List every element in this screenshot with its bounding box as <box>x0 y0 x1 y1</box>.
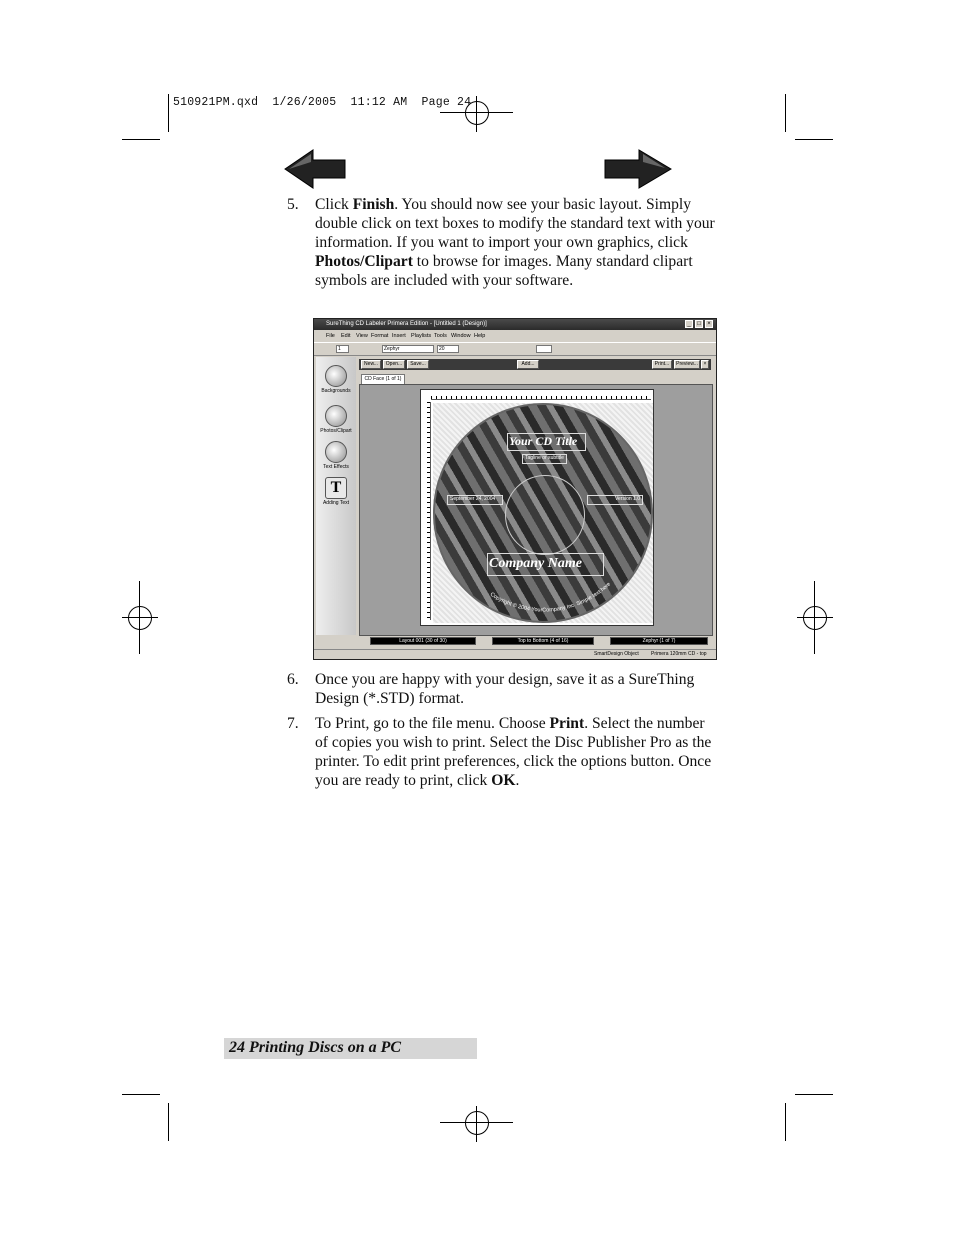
print-button[interactable]: Print... <box>652 360 672 369</box>
left-panel <box>316 357 356 635</box>
menu-help[interactable]: Help <box>474 333 486 339</box>
menu-format[interactable]: Format <box>371 333 389 339</box>
size-select[interactable]: 20 <box>437 345 459 353</box>
toolbar <box>314 342 716 356</box>
add-button[interactable]: Add... <box>517 360 539 369</box>
disc-subtitle[interactable]: Tagline or subtitle <box>522 454 567 464</box>
crop-mark <box>795 1094 833 1095</box>
cd-disc[interactable] <box>433 403 653 623</box>
tab-cd-face[interactable]: CD Face (1 of 1) <box>361 374 405 385</box>
maximize-icon[interactable]: □ <box>695 320 703 328</box>
disc-version[interactable]: Version 1.0 <box>587 495 643 505</box>
crop-mark <box>168 94 169 132</box>
close-panel-icon[interactable]: × <box>701 360 709 369</box>
menu-file[interactable]: File <box>326 333 335 339</box>
bottom-bar <box>314 635 716 647</box>
status-media: Primera 120mm CD - top <box>651 651 707 657</box>
window-title: SureThing CD Labeler Primera Edition - [Untitled 1 (Design)] <box>326 321 487 327</box>
menu-window[interactable]: Window <box>451 333 471 339</box>
layout-selector[interactable]: Layout 001 (30 of 30) <box>370 637 476 645</box>
preview-button[interactable]: Preview... <box>674 360 700 369</box>
menu-edit[interactable]: Edit <box>341 333 351 339</box>
step-number: 6. <box>287 671 299 688</box>
step-text: To Print, go to the file menu. Choose Print. Select the number of copies you wish to print. Select the Disc Publisher Pro as the printer. To edit print preferences, click the options button. Once you are ready to print, click OK. <box>315 715 712 789</box>
disc-copyright-arc <box>435 405 655 625</box>
forward-arrow-icon[interactable] <box>603 148 673 190</box>
crop-mark <box>122 1094 160 1095</box>
disc-title[interactable]: Your CD Title <box>507 433 586 451</box>
horizontal-ruler <box>431 393 651 400</box>
nav-bar <box>359 359 711 370</box>
photos-clipart-icon <box>325 405 347 427</box>
crop-mark <box>785 94 786 132</box>
label-page <box>420 389 654 626</box>
status-object: SmartDesign Object <box>594 651 639 657</box>
theme-selector[interactable]: Zephyr (1 of 7) <box>610 637 708 645</box>
surething-screenshot <box>313 318 717 660</box>
vertical-ruler <box>424 402 431 620</box>
open-button[interactable]: Open... <box>383 360 405 369</box>
adding-text-button[interactable]: T Adding Text <box>322 479 350 506</box>
slug-line: 510921PM.qxd 1/26/2005 11:12 AM Page 24 <box>173 96 472 109</box>
svg-text:Copyright © 2004 YourCompany I: Copyright © 2004 YourCompany Inc. Simple text here <box>488 581 613 614</box>
zoom-select[interactable]: 1 <box>336 345 349 353</box>
page-footer <box>224 1038 477 1059</box>
photos-clipart-button[interactable]: Photos/Clipart <box>316 405 356 434</box>
order-selector[interactable]: Top to Bottom (4 of 16) <box>492 637 594 645</box>
menu-tools[interactable]: Tools <box>434 333 447 339</box>
step-number: 5. <box>287 196 299 213</box>
adding-text-icon: T <box>325 477 347 499</box>
close-icon[interactable]: × <box>705 320 713 328</box>
font-select[interactable]: Zephyr <box>382 345 434 353</box>
disc-date[interactable]: September 24, 2004 <box>447 495 503 505</box>
footer-text: 24 Printing Discs on a PC <box>229 1039 402 1056</box>
step-5 <box>287 195 717 290</box>
step-number: 7. <box>287 715 299 732</box>
step-6 <box>287 670 717 708</box>
text-effects-button[interactable]: Text Effects <box>316 441 356 470</box>
step-7 <box>287 714 717 790</box>
status-bar <box>314 649 716 659</box>
menu-insert[interactable]: Insert <box>392 333 406 339</box>
crop-mark <box>795 139 833 140</box>
window-titlebar <box>314 319 716 330</box>
step-text: Click Finish. You should now see your basic layout. Simply double click on text boxes to modify the standard text with your information. If you want to import your own graphics, click Photos/Clipart to browse for images. Many standard clipart symbols are included with your software. <box>315 196 715 289</box>
new-button[interactable]: New... <box>361 360 381 369</box>
menu-playlists[interactable]: Playlists <box>411 333 432 339</box>
backgrounds-icon <box>325 365 347 387</box>
disc-company[interactable]: Company Name <box>487 553 604 576</box>
text-effects-icon <box>325 441 347 463</box>
disc-area <box>433 403 653 623</box>
back-arrow-icon[interactable] <box>283 148 347 190</box>
crop-mark <box>122 139 160 140</box>
menu-bar <box>314 331 716 340</box>
menu-view[interactable]: View <box>356 333 368 339</box>
design-canvas <box>359 384 713 636</box>
color-select[interactable] <box>536 345 552 353</box>
save-button[interactable]: Save... <box>407 360 429 369</box>
step-text: Once you are happy with your design, save it as a SureThing Design (*.STD) format. <box>315 671 695 707</box>
backgrounds-button[interactable]: Backgrounds <box>316 365 356 394</box>
crop-mark <box>785 1103 786 1141</box>
minimize-icon[interactable]: _ <box>685 320 693 328</box>
crop-mark <box>168 1103 169 1141</box>
